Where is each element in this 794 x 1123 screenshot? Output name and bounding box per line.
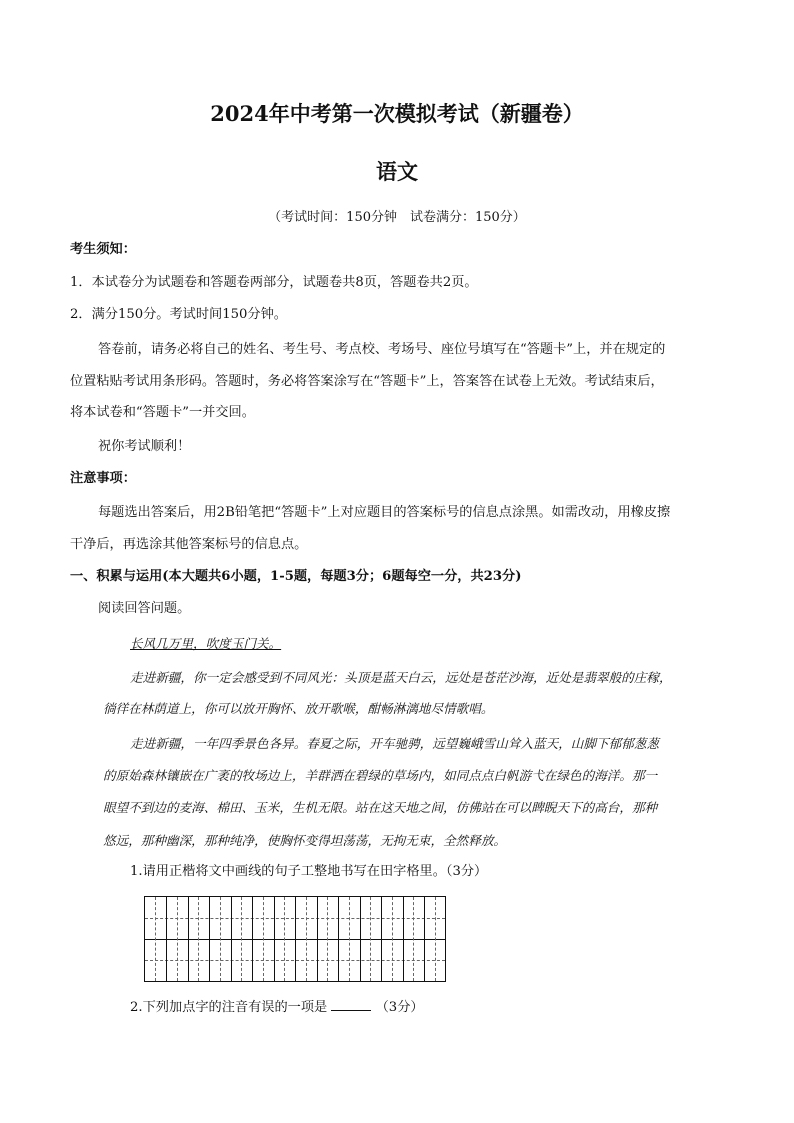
question-2	[130, 998, 424, 1018]
grid-cell-divider	[231, 897, 232, 981]
passage-p2-line-1: 走进新疆，一年四季景色各异。春夏之际，开车驰骋，远望巍峨雪山耸入蓝天，山脚下郁郁葱葱	[130, 736, 659, 751]
grid-cell-divider	[338, 897, 339, 981]
subject-title: 语文	[376, 159, 418, 184]
grid-cell-divider	[166, 897, 167, 981]
grid-dash-v	[370, 897, 371, 981]
notice-paragraph-line-1: 答卷前，请务必将自己的姓名、考生号、考点校、考场号、座位号填写在“答题卡”上，并在规定的	[98, 342, 666, 357]
grid-cell-divider	[317, 897, 318, 981]
notice-paragraph-line-3: 将本试卷和“答题卡”一并交回。	[70, 405, 255, 420]
passage-p2-line-2: 的原始森林镶嵌在广袤的牧场边上，羊群洒在碧绿的草场内，如同点点白帆游弋在绿色的海洋。那一	[103, 768, 658, 783]
grid-dash-v	[349, 897, 350, 981]
question-2-points: （3分）	[375, 1000, 424, 1015]
section-1-heading: 一、积累与运用(本大题共6小题，1-5题，每题3分；6题每空一分，共23分)	[70, 569, 522, 584]
attention-heading: 注意事项：	[70, 471, 136, 486]
passage-p1-line-1: 走进新疆，你一定会感受到不同风光：头顶是蓝天白云，远处是苍茫沙海，近处是翡翠般的庄稼，	[130, 670, 672, 685]
passage-p2-line-4: 悠远，那种幽深，那种纯净，使胸怀变得坦荡荡，无拘无束，全然释放。	[103, 833, 506, 848]
question-1: 1.请用正楷将文中画线的句子工整地书写在田字格里。（3分）	[130, 864, 488, 879]
grid-dash-v	[306, 897, 307, 981]
grid-dash-v	[435, 897, 436, 981]
grid-cell-divider	[188, 897, 189, 981]
answer-blank[interactable]	[331, 998, 371, 1011]
exam-title: 2024年中考第一次模拟考试（新疆卷）	[210, 101, 584, 126]
attention-line-2: 干净后，再选涂其他答案标号的信息点。	[70, 537, 308, 552]
notice-item-2: 2．满分150分。考试时间150分钟。	[70, 307, 287, 322]
grid-cell-divider	[424, 897, 425, 981]
grid-dash-v	[263, 897, 264, 981]
grid-dash-v	[198, 897, 199, 981]
notice-wish: 祝你考试顺利！	[98, 439, 191, 454]
grid-cell-divider	[381, 897, 382, 981]
grid-dash-v	[220, 897, 221, 981]
grid-dash-v	[284, 897, 285, 981]
notice-item-1: 1．本试卷分为试题卷和答题卷两部分，试题卷共8页，答题卷共2页。	[70, 275, 478, 290]
grid-cell-divider	[403, 897, 404, 981]
notice-heading: 考生须知：	[70, 242, 136, 257]
grid-cell-divider	[274, 897, 275, 981]
notice-paragraph-line-2: 位置粘贴考试用条形码。答题时，务必将答案涂写在“答题卡”上，答案答在试卷上无效。考试结束后，	[70, 374, 664, 389]
passage-p1-line-2: 徜徉在林荫道上，你可以放开胸怀、放开歌喉，酣畅淋漓地尽情歌唱。	[103, 701, 494, 716]
attention-line-1: 每题选出答案后，用2B铅笔把“答题卡”上对应题目的答案标号的信息点涂黑。如需改动，用橡皮擦	[98, 505, 671, 520]
exam-info: （考试时间：150分钟 试卷满分：150分）	[268, 210, 526, 225]
grid-dash-v	[327, 897, 328, 981]
grid-dash-v	[177, 897, 178, 981]
grid-cell-divider	[209, 897, 210, 981]
grid-cell-divider	[295, 897, 296, 981]
grid-dash-v	[155, 897, 156, 981]
section-1-instruction: 阅读回答问题。	[98, 601, 191, 616]
grid-cell-divider	[360, 897, 361, 981]
tianzige-writing-grid[interactable]	[144, 896, 446, 982]
grid-cell-divider	[252, 897, 253, 981]
grid-dash-v	[392, 897, 393, 981]
grid-dash-v	[413, 897, 414, 981]
question-2-prompt: 2.下列加点字的注音有误的一项是	[130, 1000, 328, 1015]
grid-dash-v	[241, 897, 242, 981]
passage-p2-line-3: 眼望不到边的麦海、棉田、玉米，生机无限。站在这天地之间，仿佛站在可以睥睨天下的高台，那种	[103, 800, 658, 815]
passage-underlined-sentence: 长风几万里，吹度玉门关。	[130, 636, 282, 651]
